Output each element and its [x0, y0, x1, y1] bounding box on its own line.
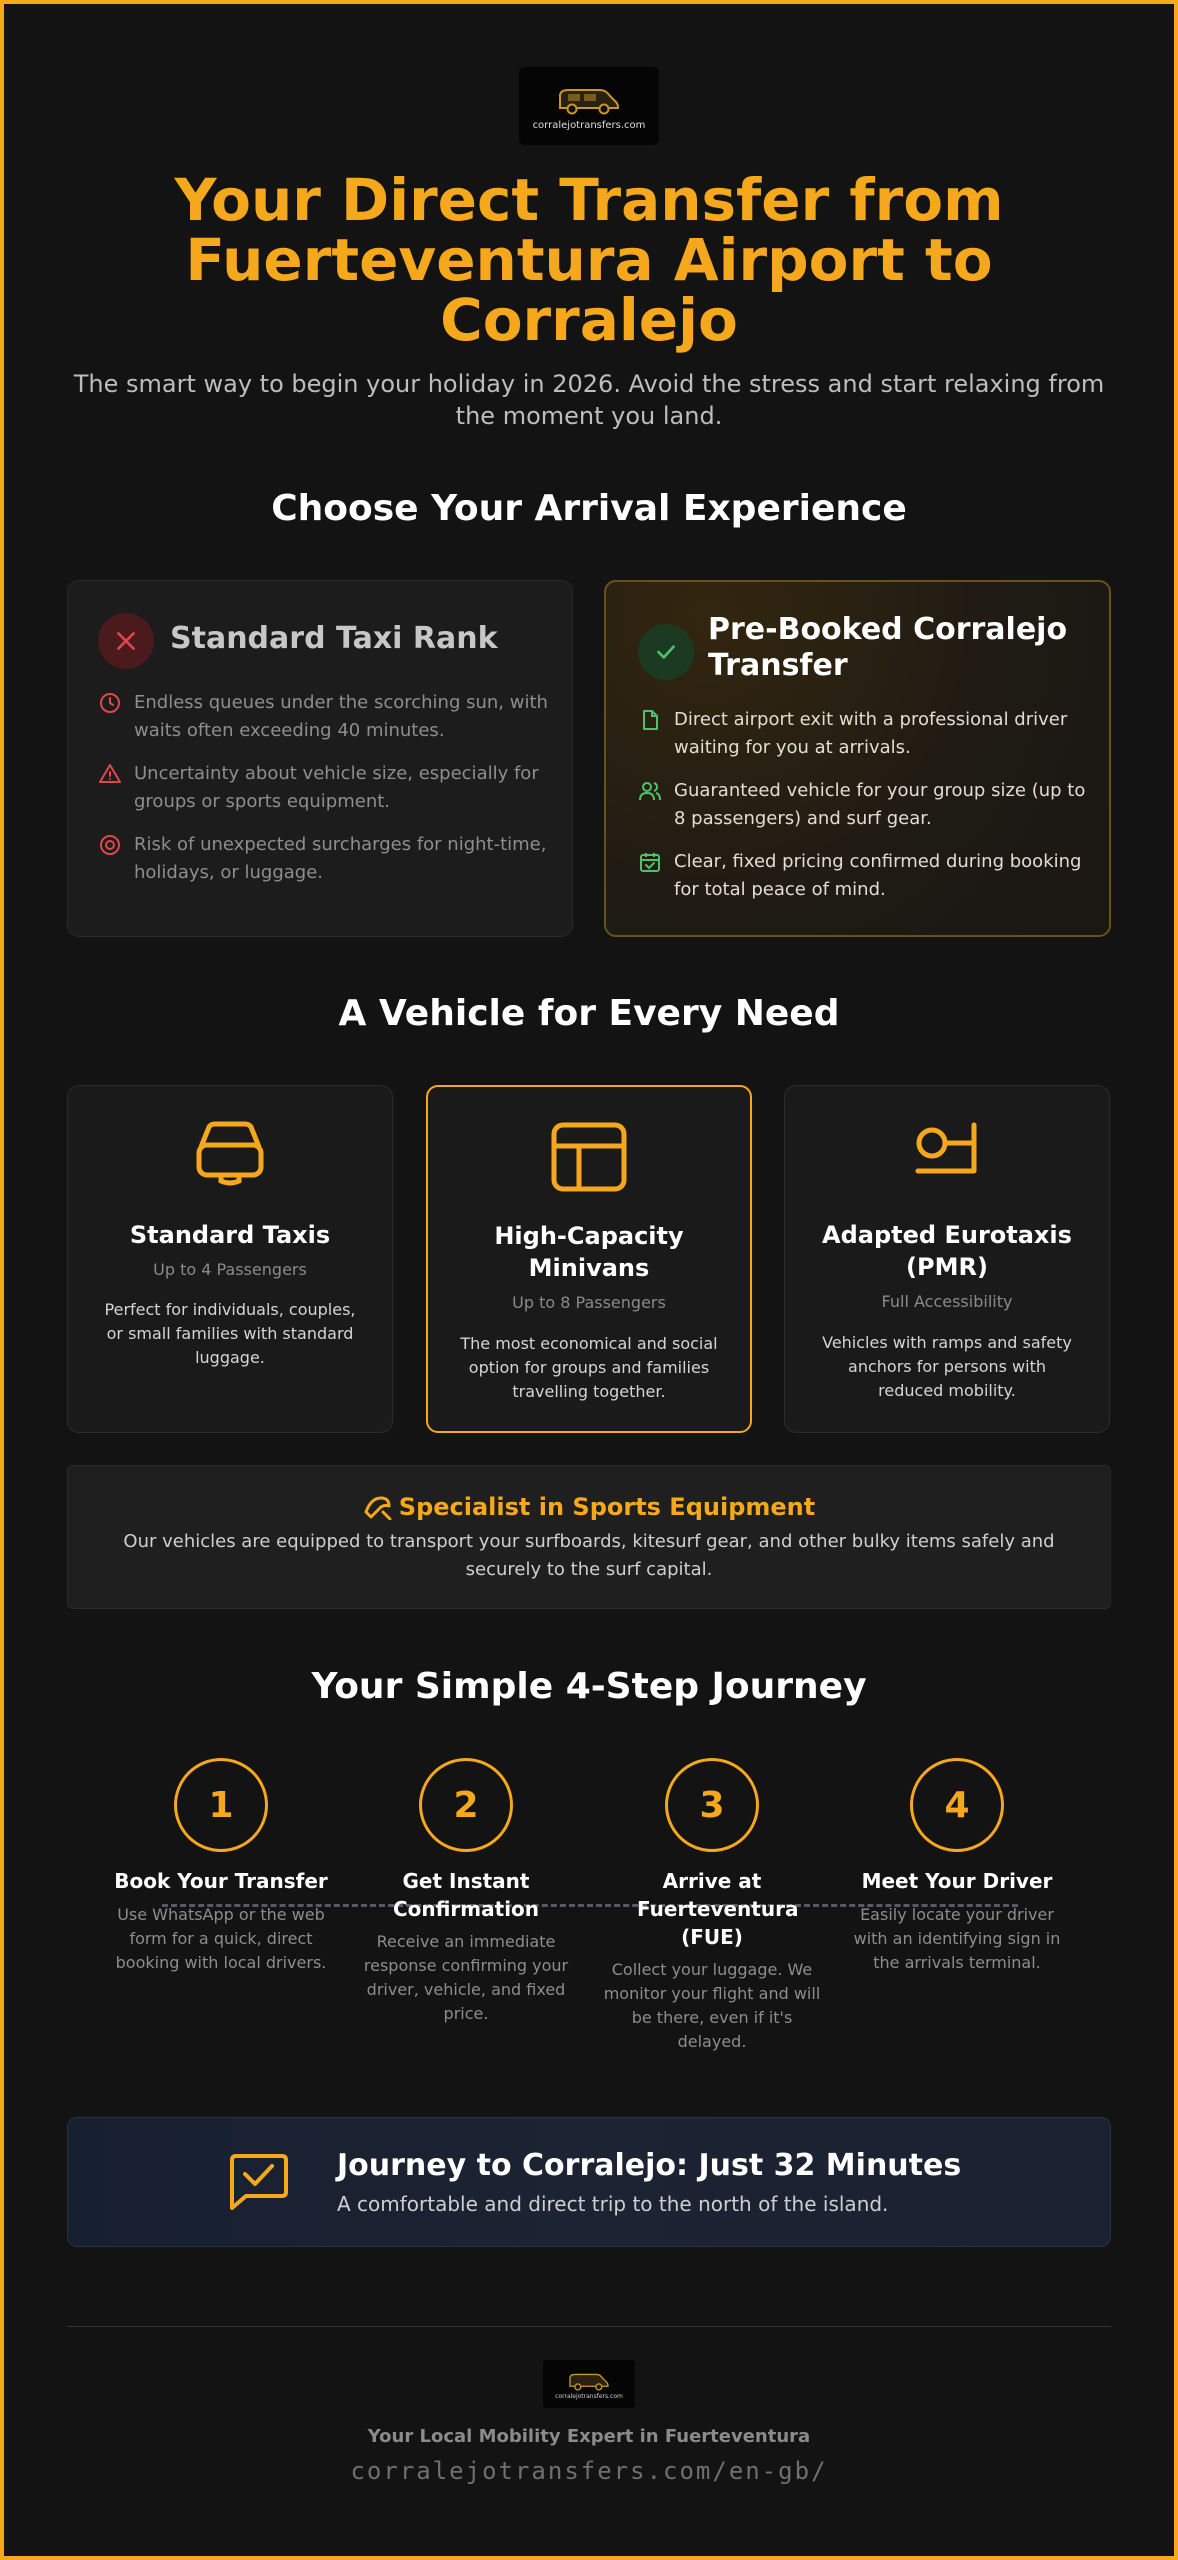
- clock-icon: [98, 691, 122, 715]
- logo-text: corralejotransfers.com: [532, 119, 646, 131]
- warning-icon: [98, 762, 122, 786]
- vehicle-title: Adapted Eurotaxis (PMR): [822, 1221, 1072, 1281]
- van-logo-icon: [554, 82, 624, 118]
- standard-taxi-card: [67, 580, 573, 937]
- journey-description: A comfortable and direct trip to the north of the island.: [337, 2192, 889, 2216]
- step-description: Receive an immediate response confirming your driver, vehicle, and fixed price.: [363, 1932, 569, 2023]
- standard-taxi-title: Standard Taxi Rank: [170, 621, 498, 656]
- vehicle-card-standard[interactable]: [67, 1085, 393, 1433]
- step-title: Arrive at Fuerteventura (FUE): [637, 1869, 799, 1949]
- step-number: 1: [174, 1758, 268, 1852]
- list-item: Uncertainty about vehicle size, especially for groups or sports equipment.: [98, 760, 548, 816]
- vehicle-capacity: Up to 4 Passengers: [153, 1260, 307, 1279]
- footer-tagline: Your Local Mobility Expert in Fuerteventura: [367, 2426, 811, 2447]
- vehicle-description: Perfect for individuals, couples, or small families with standard luggage.: [104, 1300, 356, 1367]
- sports-description: Our vehicles are equipped to transport your surfboards, kitesurf gear, and other bulky items safely and securely to the surf capital.: [123, 1531, 1055, 1580]
- sports-title: Specialist in Sports Equipment: [68, 1492, 1110, 1521]
- vehicle-title: High-Capacity Minivans: [494, 1222, 684, 1282]
- list-item: Endless queues under the scorching sun, with waits often exceeding 40 minutes.: [98, 689, 548, 745]
- steps-section-title: Your Simple 4-Step Journey: [311, 1666, 867, 1707]
- prebooked-transfer-title: Pre-Booked Corralejo Transfer: [708, 612, 1068, 683]
- check-badge-icon: [638, 624, 694, 680]
- step-title: Get Instant Confirmation: [392, 1869, 540, 1921]
- target-icon: [98, 833, 122, 857]
- taxi-icon: [193, 1121, 267, 1187]
- list-item: Guaranteed vehicle for your group size (up to 8 passengers) and surf gear.: [638, 777, 1088, 833]
- close-badge-icon: [98, 613, 154, 669]
- vehicle-capacity: Full Accessibility: [881, 1292, 1013, 1311]
- step-number: 2: [419, 1758, 513, 1852]
- prebooked-transfer-card: [604, 580, 1111, 937]
- vehicle-card-adapted[interactable]: [784, 1085, 1110, 1433]
- accessibility-icon: [914, 1121, 980, 1177]
- vehicle-capacity: Up to 8 Passengers: [512, 1293, 666, 1312]
- surf-wave-icon: [363, 1492, 393, 1520]
- vehicle-card-minivan[interactable]: [426, 1085, 752, 1433]
- document-icon: [638, 708, 662, 732]
- vehicle-description: The most economical and social option for groups and families travelling together.: [460, 1334, 718, 1401]
- step-description: Use WhatsApp or the web form for a quick, direct booking with local drivers.: [115, 1905, 327, 1972]
- journey-time-banner: [67, 2117, 1111, 2247]
- vehicle-description: Vehicles with ramps and safety anchors for persons with reduced mobility.: [822, 1333, 1072, 1400]
- message-check-icon: [228, 2154, 290, 2212]
- minivan-icon: [549, 1122, 629, 1192]
- step-description: Collect your luggage. We monitor your flight and will be there, even if it's delayed.: [603, 1960, 821, 2051]
- step-number: 4: [910, 1758, 1004, 1852]
- comparison-section-title: Choose Your Arrival Experience: [271, 488, 907, 529]
- sports-equipment-banner: [67, 1465, 1111, 1609]
- van-logo-icon: [566, 2369, 612, 2393]
- page-subtitle: The smart way to begin your holiday in 2026. Avoid the stress and start relaxing from the moment you land.: [73, 370, 1105, 430]
- list-item: Clear, fixed pricing confirmed during booking for total peace of mind.: [638, 848, 1088, 904]
- calendar-check-icon: [638, 850, 662, 874]
- users-icon: [638, 779, 662, 803]
- brand-logo[interactable]: [519, 67, 659, 145]
- step-description: Easily locate your driver with an identifying sign in the arrivals terminal.: [853, 1905, 1061, 1972]
- step-title: Meet Your Driver: [861, 1869, 1053, 1893]
- step-number: 3: [665, 1758, 759, 1852]
- footer-url-link[interactable]: corralejotransfers.com/en-gb/: [350, 2457, 828, 2485]
- step-title: Book Your Transfer: [114, 1869, 328, 1893]
- vehicles-section-title: A Vehicle for Every Need: [338, 993, 840, 1034]
- vehicle-title: Standard Taxis: [129, 1221, 331, 1249]
- footer-logo[interactable]: [543, 2360, 635, 2408]
- journey-title: Journey to Corralejo: Just 32 Minutes: [337, 2148, 962, 2183]
- list-item: Risk of unexpected surcharges for night-time, holidays, or luggage.: [98, 831, 548, 887]
- list-item: Direct airport exit with a professional driver waiting for you at arrivals.: [638, 706, 1088, 762]
- page-title: Your Direct Transfer from Fuerteventura Airport to Corralejo: [174, 166, 1004, 354]
- logo-text: corralejotransfers.com: [555, 2392, 623, 2400]
- footer-divider: [67, 2326, 1111, 2327]
